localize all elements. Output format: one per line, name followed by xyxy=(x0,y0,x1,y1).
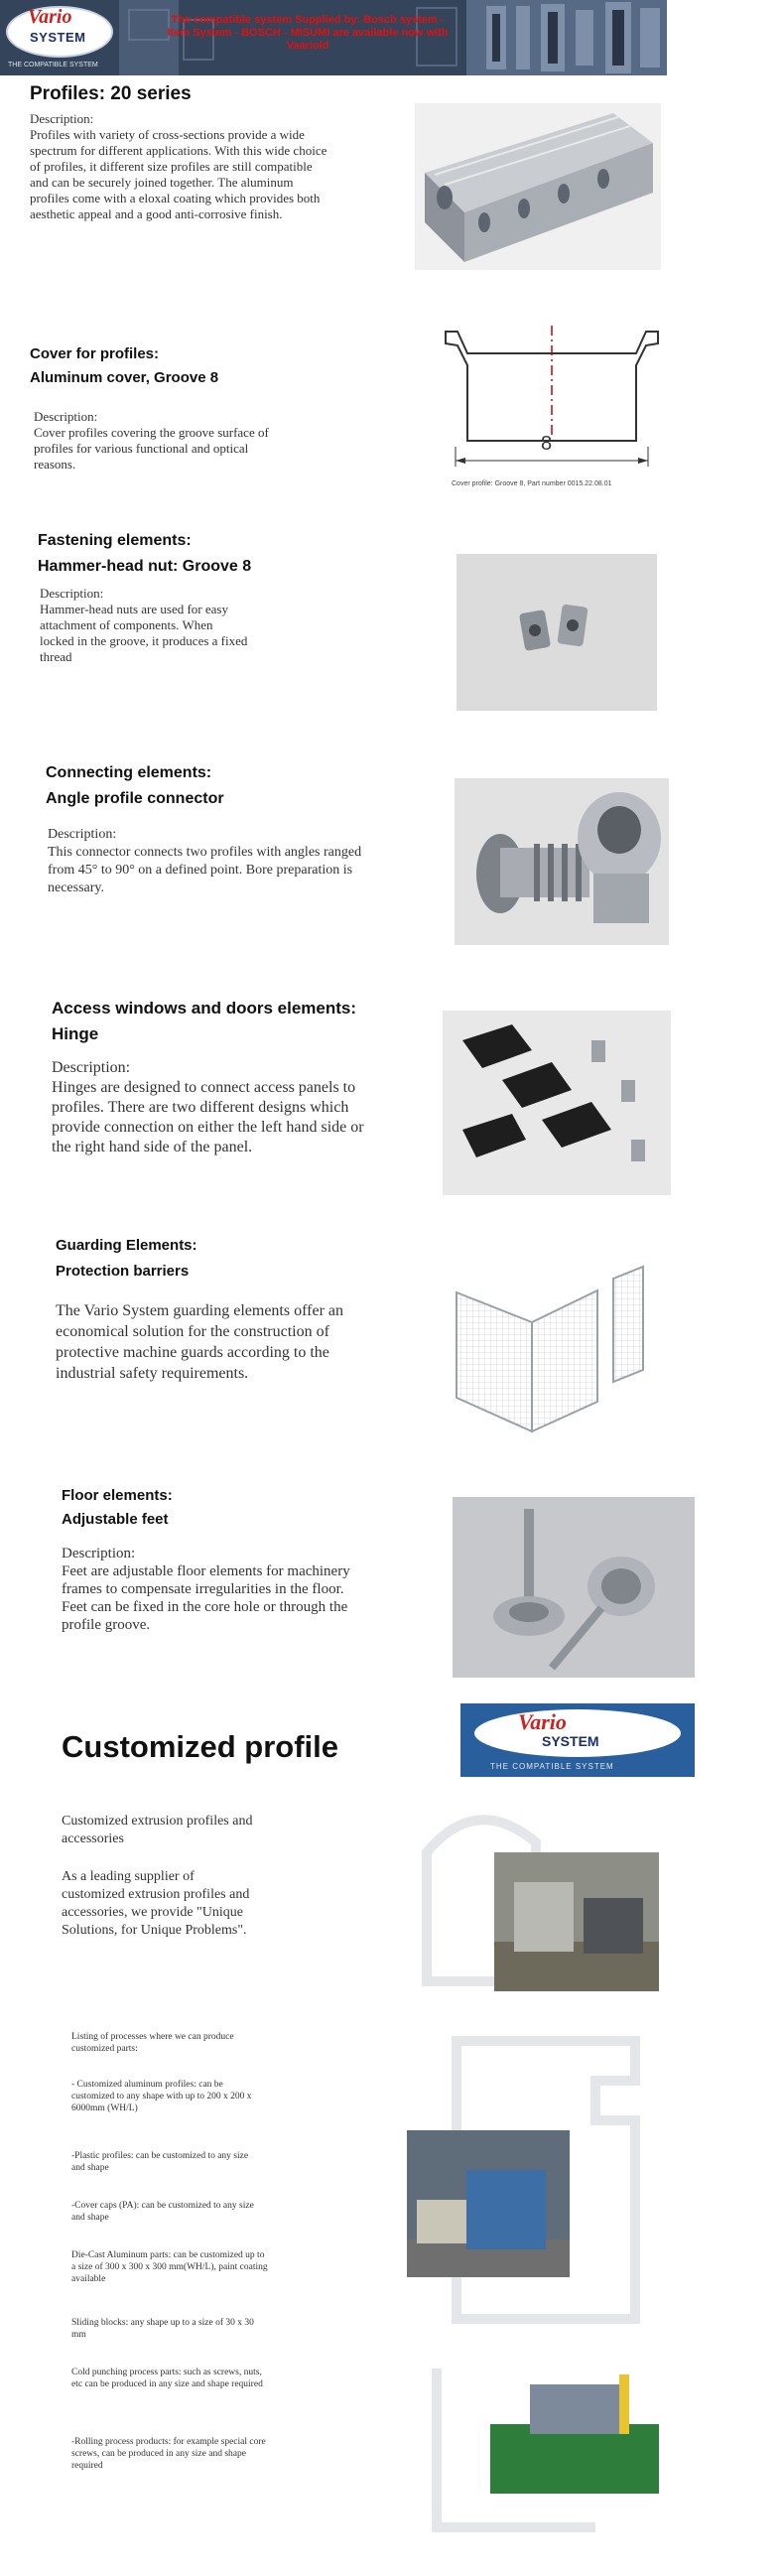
connecting-title: Connecting elements: xyxy=(46,764,212,781)
custom-list-item: -Rolling process products: for example special core screws, can be produced in any size and shape required xyxy=(71,2437,266,2471)
profiles-title: Profiles: 20 series xyxy=(30,83,192,104)
angle-connector-image xyxy=(455,778,669,945)
cover-subtitle: Aluminum cover, Groove 8 xyxy=(30,369,219,386)
logo-tagline: THE COMPATIBLE SYSTEM xyxy=(8,62,98,68)
custom-photo-1 xyxy=(494,1852,659,1991)
access-title: Access windows and doors elements: xyxy=(52,999,357,1017)
custom-list-item: - Customized aluminum profiles: can be customized to any shape with up to 200 x 200 x 6000mm (WH/L) xyxy=(71,2080,252,2113)
custom-list-item: Die-Cast Aluminum parts: can be customized up to a size of 300 x 300 x 300 mm(WH/L), paint coating available xyxy=(71,2250,268,2284)
profiles-image xyxy=(415,103,661,270)
assembly-machine-icon xyxy=(470,2365,679,2504)
access-desc-label: Description: xyxy=(52,1059,131,1076)
hinge-image xyxy=(443,1011,671,1195)
floor-desc-label: Description: xyxy=(62,1546,136,1561)
cover-description: Cover profiles covering the groove surface of profiles for various functional and optical reasons. xyxy=(34,425,269,472)
connecting-subtitle: Angle profile connector xyxy=(46,790,224,807)
hinge-icon xyxy=(443,1011,671,1195)
custom-list-item: -Plastic profiles: can be customized to any size and shape xyxy=(71,2151,249,2173)
cover-drawing xyxy=(442,324,662,473)
access-description: Hinges are designed to connect access panels to profiles. There are two different designs which provide connection on either the left hand side or the right hand side of the panel. xyxy=(52,1079,364,1155)
logo-system: SYSTEM xyxy=(30,30,86,45)
custom-photo-3 xyxy=(470,2365,679,2504)
connecting-desc-label: Description: xyxy=(48,827,117,842)
custom-intro: Customized extrusion profiles and accessories xyxy=(62,1814,253,1846)
machine-photo-icon xyxy=(494,1852,659,1991)
fastening-subtitle: Hammer-head nut: Groove 8 xyxy=(38,558,252,575)
custom-logo xyxy=(460,1703,695,1777)
cover-desc-label: Description: xyxy=(34,409,98,424)
machine-cell-icon xyxy=(407,2130,570,2277)
custom-lead: As a leading supplier of customized extrusion profiles and accessories, we provide "Unique Solutions, for Unique Problems". xyxy=(62,1869,250,1938)
customized-profile-title: Customized profile xyxy=(62,1729,339,1764)
protection-barrier-image xyxy=(449,1263,647,1439)
cover-dimension-label: 8 xyxy=(541,433,553,455)
guarding-title: Guarding Elements: xyxy=(56,1237,197,1254)
protection-barrier-icon xyxy=(449,1263,647,1439)
floor-description: Feet are adjustable floor elements for machinery frames to compensate irregularities in the floor. Feet can be fixed in the core hole or through the profile groove. xyxy=(62,1563,350,1633)
profiles-description: Profiles with variety of cross-sections provide a wide spectrum for different applications. With this wide choice of profiles, it different size profiles are still compatible and can be securely joined together. The aluminum profiles come with a eloxal coating which provides both aesthetic appeal and a good anti-corrosive finish. xyxy=(30,127,327,221)
adjustable-foot-icon xyxy=(453,1497,695,1678)
custom-list-item: Sliding blocks: any shape up to a size of 30 x 30 mm xyxy=(71,2318,254,2340)
custom-logo-tagline: THE COMPATIBLE SYSTEM xyxy=(490,1762,614,1771)
hammer-nut-image xyxy=(457,554,657,711)
cover-caption: Cover profile: Groove 8, Part number 0015.22.08.01 xyxy=(452,480,612,487)
floor-subtitle: Adjustable feet xyxy=(62,1511,169,1528)
adjustable-feet-image xyxy=(453,1497,695,1678)
access-subtitle: Hinge xyxy=(52,1024,99,1043)
custom-list-heading: Listing of processes where we can produce customized parts: xyxy=(71,2032,234,2054)
profiles-desc-label: Description: xyxy=(30,111,94,126)
custom-list-item: Cold punching process parts: such as screws, nuts, etc can be produced in any size and shape required xyxy=(71,2368,263,2389)
aluminum-profile-icon xyxy=(415,103,661,270)
fastening-description: Hammer-head nuts are used for easy attachment of components. When locked in the groove, it produces a fixed thread xyxy=(40,602,248,664)
fastening-title: Fastening elements: xyxy=(38,532,192,549)
custom-logo-word: Vario xyxy=(518,1709,567,1734)
custom-logo-system: SYSTEM xyxy=(542,1733,599,1749)
guarding-subtitle: Protection barriers xyxy=(56,1263,190,1280)
guarding-description: The Vario System guarding elements offer an economical solution for the construction of protective machine guards according to the industrial safety requirements. xyxy=(56,1302,343,1382)
custom-photo-2 xyxy=(407,2130,570,2277)
banner-notice: The compatible system Supplied by: Bosch system - Item System - BOSCH - MISUMI are available now with Vaariold xyxy=(167,14,449,52)
angle-connector-icon xyxy=(455,778,669,945)
custom-list-item: -Cover caps (PA): can be customized to any size and shape xyxy=(71,2201,254,2223)
fastening-desc-label: Description: xyxy=(40,586,104,601)
floor-title: Floor elements: xyxy=(62,1487,173,1504)
cover-title: Cover for profiles: xyxy=(30,345,160,362)
header-banner xyxy=(0,0,667,75)
logo-word: Vario xyxy=(28,6,72,28)
hammer-head-nut-icon xyxy=(457,554,657,711)
connecting-description: This connector connects two profiles with angles ranged from 45° to 90° on a defined point. Bore preparation is necessary. xyxy=(48,845,362,895)
